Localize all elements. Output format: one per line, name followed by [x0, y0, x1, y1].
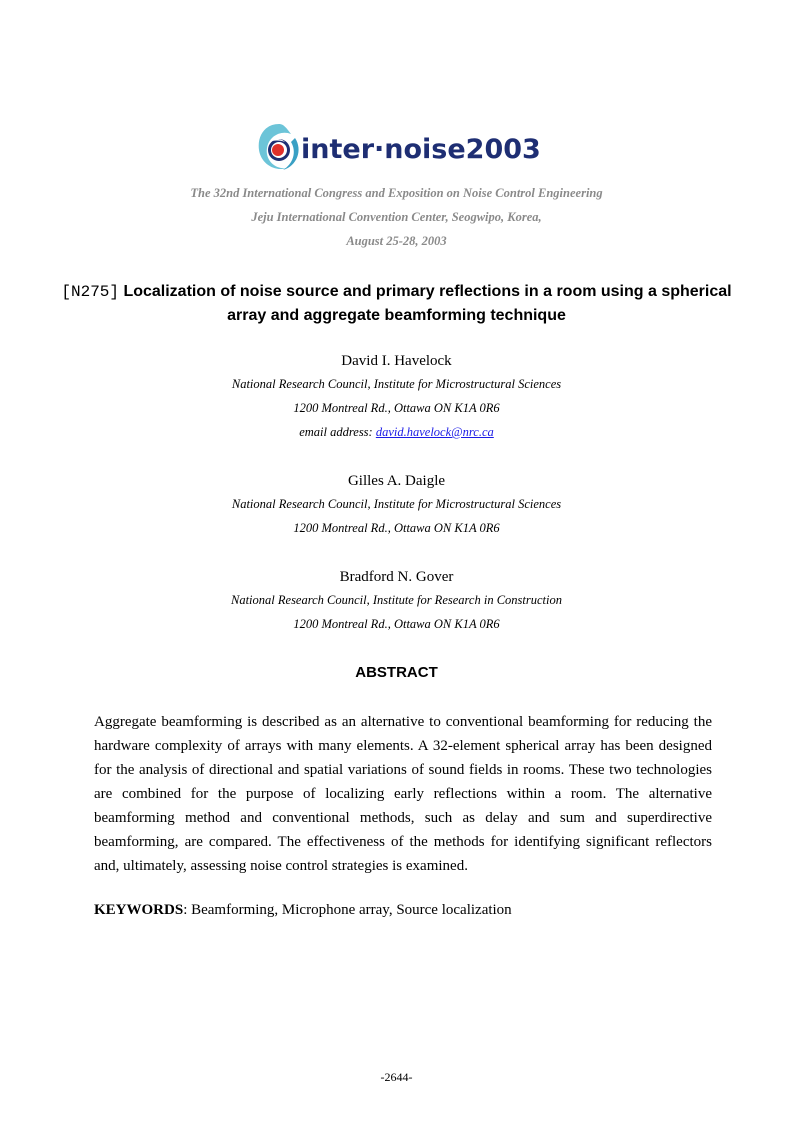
paper-title-text: Localization of noise source and primary reflections in a room using a spherical array and aggregate beamforming technique	[119, 283, 732, 324]
author-name: David I. Havelock	[341, 353, 452, 369]
swirl-logo-icon	[255, 120, 303, 176]
author-name: Bradford N. Gover	[339, 569, 454, 585]
keywords-line	[94, 902, 512, 919]
logo-text: inter·noise2003	[301, 134, 541, 165]
abstract-body: Aggregate beamforming is described as an alternative to conventional beamforming for reducing the hardware complexity of arrays with many elements. A 32-element spherical array has been designed for the analysis of directional and spatial variations of sound fields in rooms. These two technologies are combined for the purpose of localizing early reflections within a room. The alternative beamforming method and conventional methods, such as delay and sum and superdirective beamforming, are compared. The effectiveness of the methods for identifying significant reflectors and, ultimately, assessing noise control strategies is examined.	[94, 714, 712, 874]
author-affiliation: National Research Council, Institute for Microstructural Sciences	[231, 497, 562, 511]
abstract-heading: ABSTRACT	[355, 664, 438, 681]
conference-logo	[255, 120, 545, 176]
paper-title	[60, 280, 733, 328]
email-link[interactable]: david.havelock@nrc.ca	[375, 425, 494, 439]
conference-line-1: The 32nd International Congress and Exposition on Noise Control Engineering	[190, 186, 603, 200]
author-affiliation: National Research Council, Institute for Microstructural Sciences	[231, 377, 562, 391]
author-address: 1200 Montreal Rd., Ottawa ON K1A 0R6	[293, 617, 500, 631]
conference-line-3: August 25-28, 2003	[346, 234, 447, 248]
author-address: 1200 Montreal Rd., Ottawa ON K1A 0R6	[293, 401, 500, 415]
keywords-text: : Beamforming, Microphone array, Source localization	[183, 902, 512, 918]
author-address: 1200 Montreal Rd., Ottawa ON K1A 0R6	[293, 521, 500, 535]
paper-code: [N275]	[61, 283, 119, 301]
email-label: email address:	[299, 425, 376, 439]
author-email-line	[0, 425, 793, 440]
author-name: Gilles A. Daigle	[347, 473, 446, 489]
conference-line-2: Jeju International Convention Center, Seogwipo, Korea,	[251, 210, 542, 224]
author-affiliation: National Research Council, Institute for Research in Construction	[231, 593, 562, 607]
page-number: -2644-	[380, 1070, 413, 1084]
keywords-label: KEYWORDS	[94, 902, 184, 918]
